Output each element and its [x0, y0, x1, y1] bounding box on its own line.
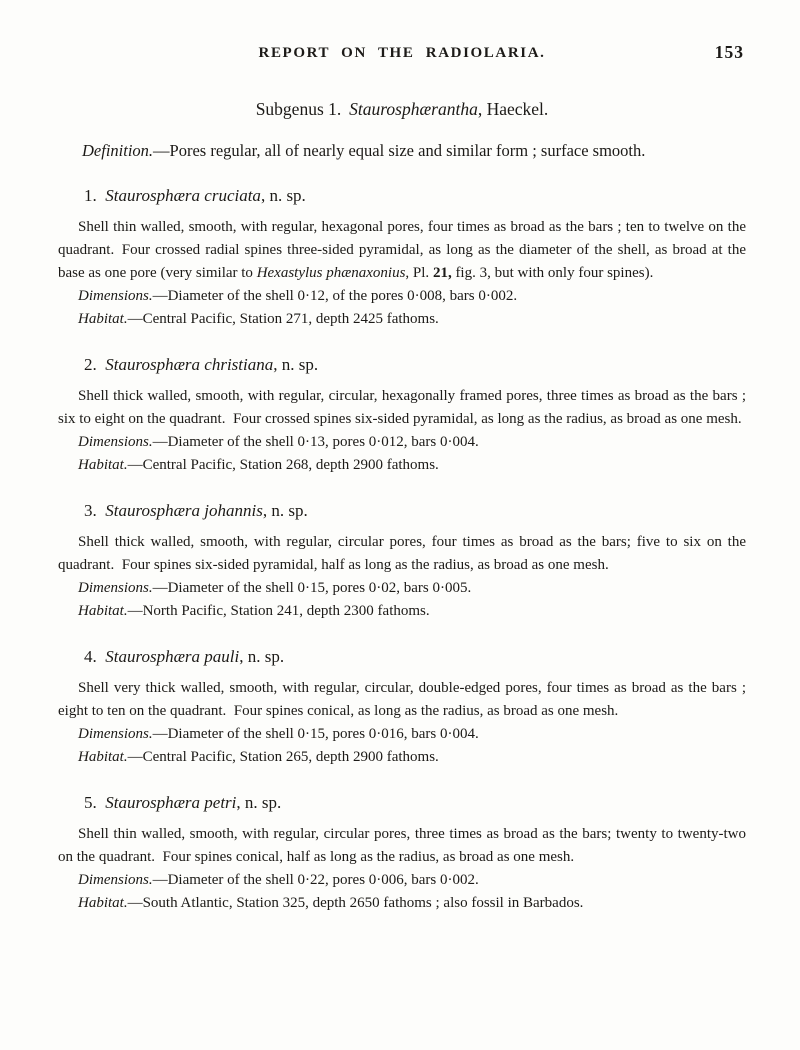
species-description: Shell thin walled, smooth, with regular, hexagonal pores, four times as broad as the bars ; ten to twelve on the quadrant. Four crossed radial spines three-sided pyramidal, as long as the diameter of the shell, as broad at the base as one pore (very similar to Hexastylus phænaxonius, Pl. 21, fig. 3, but with only four spines). [58, 219, 746, 281]
species-name: Staurosphæra petri [105, 793, 237, 812]
dimensions-label: Dimensions. [78, 288, 153, 304]
species-suffix: , n. sp. [260, 186, 306, 205]
subgenus-prefix: Subgenus 1. [255, 99, 342, 119]
dimensions-text: —Diameter of the shell 0·12, of the pores 0·008, bars 0·002. [152, 288, 518, 304]
definition-text: —Pores regular, all of nearly equal size and similar form ; surface smooth. [153, 141, 646, 160]
species-suffix: , n. sp. [262, 501, 308, 520]
species-section-2 [58, 353, 746, 477]
habitat-label: Habitat. [78, 457, 128, 473]
habitat-line [58, 454, 746, 477]
habitat-text: —Central Pacific, Station 265, depth 2900 fathoms. [127, 749, 439, 765]
species-heading [84, 353, 746, 377]
species-description: Shell thick walled, smooth, with regular, circular pores, four times as broad as the bars; five to six on the quadrant. Four spines six-sided pyramidal, half as long as the radius, as broad as one mesh. [58, 534, 746, 573]
species-section-4 [58, 645, 746, 769]
habitat-text: —South Atlantic, Station 325, depth 2650 fathoms ; also fossil in Barbados. [127, 895, 584, 911]
species-suffix: , n. sp. [239, 647, 285, 666]
definition-label: Definition. [82, 141, 154, 160]
species-heading [84, 499, 746, 523]
habitat-line [58, 892, 746, 915]
species-heading [84, 791, 746, 815]
habitat-label: Habitat. [78, 603, 128, 619]
running-title: REPORT ON THE RADIOLARIA. [258, 45, 546, 61]
dimensions-text: —Diameter of the shell 0·22, pores 0·006, bars 0·002. [152, 872, 479, 888]
habitat-text: —Central Pacific, Station 268, depth 2900 fathoms. [127, 457, 439, 473]
species-name: Staurosphæra johannis [105, 501, 263, 520]
species-section-3 [58, 499, 746, 623]
subgenus-name: Staurosphærantha [349, 99, 478, 119]
species-section-1 [58, 184, 746, 331]
habitat-line [58, 746, 746, 769]
dimensions-line [58, 285, 746, 308]
species-number: 1. [84, 186, 97, 205]
dimensions-line [58, 577, 746, 600]
habitat-line [58, 308, 746, 331]
dimensions-label: Dimensions. [78, 580, 153, 596]
species-name: Staurosphæra cruciata [105, 186, 261, 205]
definition-paragraph [58, 139, 746, 162]
species-description: Shell very thick walled, smooth, with regular, circular, double-edged pores, four times as broad as the bars ; eight to ten on the quadrant. Four spines conical, as long as the radius, as broad as one mesh. [58, 680, 746, 719]
dimensions-text: —Diameter of the shell 0·15, pores 0·016, bars 0·004. [152, 726, 479, 742]
species-section-5 [58, 791, 746, 915]
habitat-label: Habitat. [78, 749, 128, 765]
subgenus-heading [58, 97, 746, 121]
page-number: 153 [714, 42, 744, 62]
species-suffix: , n. sp. [236, 793, 282, 812]
dimensions-label: Dimensions. [78, 872, 153, 888]
species-name: Staurosphæra pauli [105, 647, 240, 666]
habitat-label: Habitat. [78, 895, 128, 911]
species-name: Staurosphæra christiana [105, 355, 274, 374]
species-heading [84, 184, 746, 208]
species-number: 4. [84, 647, 97, 666]
dimensions-line [58, 869, 746, 892]
dimensions-label: Dimensions. [78, 434, 153, 450]
page-header [58, 44, 746, 66]
species-description: Shell thin walled, smooth, with regular, circular pores, three times as broad as the bars; twenty to twenty-two on the quadrant. Four spines conical, half as long as the radius, as broad as one mesh. [58, 826, 746, 865]
species-heading [84, 645, 746, 669]
species-number: 2. [84, 355, 97, 374]
habitat-text: —Central Pacific, Station 271, depth 2425 fathoms. [127, 311, 439, 327]
dimensions-line [58, 723, 746, 746]
species-number: 5. [84, 793, 97, 812]
species-suffix: , n. sp. [273, 355, 319, 374]
dimensions-text: —Diameter of the shell 0·13, pores 0·012, bars 0·004. [152, 434, 479, 450]
dimensions-label: Dimensions. [78, 726, 153, 742]
species-description: Shell thick walled, smooth, with regular, circular, hexagonally framed pores, three times as broad as the bars ; six to eight on the quadrant. Four crossed spines six-sided pyramidal, as long as the radius, as broad as one mesh. [58, 388, 746, 427]
subgenus-author: , Haeckel. [477, 99, 549, 119]
dimensions-text: —Diameter of the shell 0·15, pores 0·02, bars 0·005. [152, 580, 472, 596]
dimensions-line [58, 431, 746, 454]
habitat-line [58, 600, 746, 623]
species-number: 3. [84, 501, 97, 520]
habitat-text: —North Pacific, Station 241, depth 2300 fathoms. [127, 603, 430, 619]
habitat-label: Habitat. [78, 311, 128, 327]
